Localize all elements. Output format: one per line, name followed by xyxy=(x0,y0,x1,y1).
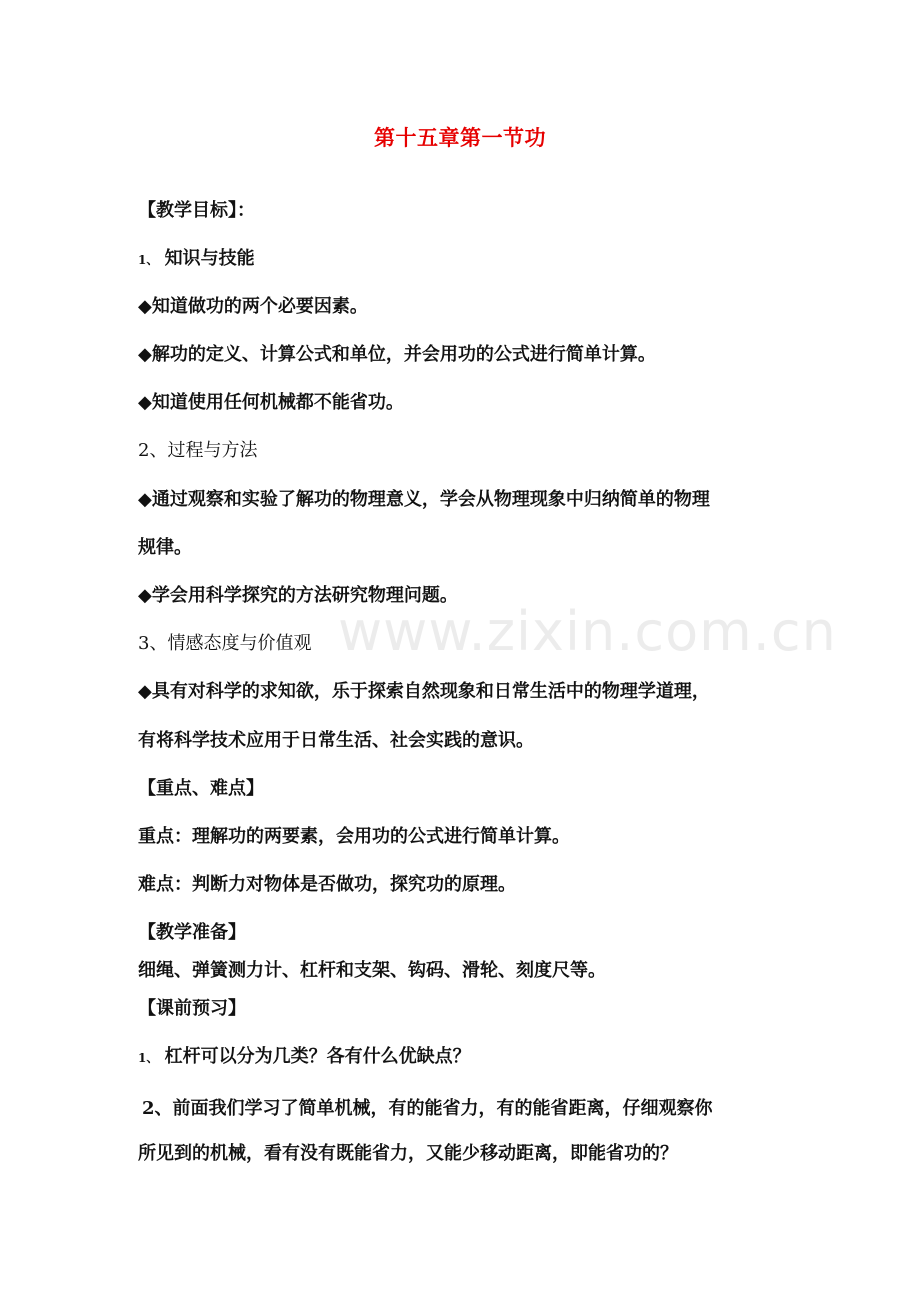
preview-question-2: 2、前面我们学习了简单机械，有的能省力，有的能省距离，仔细观察你 xyxy=(142,1098,713,1119)
objective-item: ◆解功的定义、计算公式和单位，并会用功的公式进行简单计算。 xyxy=(138,344,656,365)
key-point-text: 重点：理解功的两要素，会用功的公式进行简单计算。 xyxy=(138,826,570,847)
preparation-heading: 【教学准备】 xyxy=(138,922,246,943)
section-1-label: 知识与技能 xyxy=(164,248,255,269)
section-2-heading: 2、过程与方法 xyxy=(138,440,258,461)
question-1-text: 杠杆可以分为几类？各有什么优缺点？ xyxy=(164,1046,471,1067)
preview-heading: 【课前预习】 xyxy=(138,998,246,1019)
objective-item: ◆通过观察和实验了解功的物理意义，学会从物理现象中归纳简单的物理 xyxy=(138,489,710,510)
objective-item-continued: 规律。 xyxy=(138,537,192,558)
document-title: 第十五章第一节功 xyxy=(374,125,546,150)
section-1-number: 1、 xyxy=(138,253,159,267)
objective-item: ◆知道做功的两个必要因素。 xyxy=(138,296,368,317)
key-points-heading: 【重点、难点】 xyxy=(138,778,264,799)
difficult-point-text: 难点：判断力对物体是否做功，探究功的原理。 xyxy=(138,874,516,895)
preparation-items: 细绳、弹簧测力计、杠杆和支架、钩码、滑轮、刻度尺等。 xyxy=(138,960,606,981)
preview-question-1 xyxy=(138,1044,471,1071)
objective-item: ◆学会用科学探究的方法研究物理问题。 xyxy=(138,585,458,606)
objectives-heading: 【教学目标】： xyxy=(138,200,255,221)
question-1-number: 1、 xyxy=(138,1051,159,1065)
objective-item: ◆知道使用任何机械都不能省功。 xyxy=(138,392,404,413)
section-3-heading: 3、情感态度与价值观 xyxy=(138,633,312,654)
watermark-text: www.zixin.com.cn xyxy=(338,600,837,663)
preview-question-2-continued: 所见到的机械，看有没有既能省力，又能少移动距离，即能省功的？ xyxy=(138,1143,678,1164)
section-1-heading xyxy=(138,246,255,273)
objective-item: ◆具有对科学的求知欲，乐于探索自然现象和日常生活中的物理学道理， xyxy=(138,681,710,702)
objective-item-continued: 有将科学技术应用于日常生活、社会实践的意识。 xyxy=(138,730,534,751)
